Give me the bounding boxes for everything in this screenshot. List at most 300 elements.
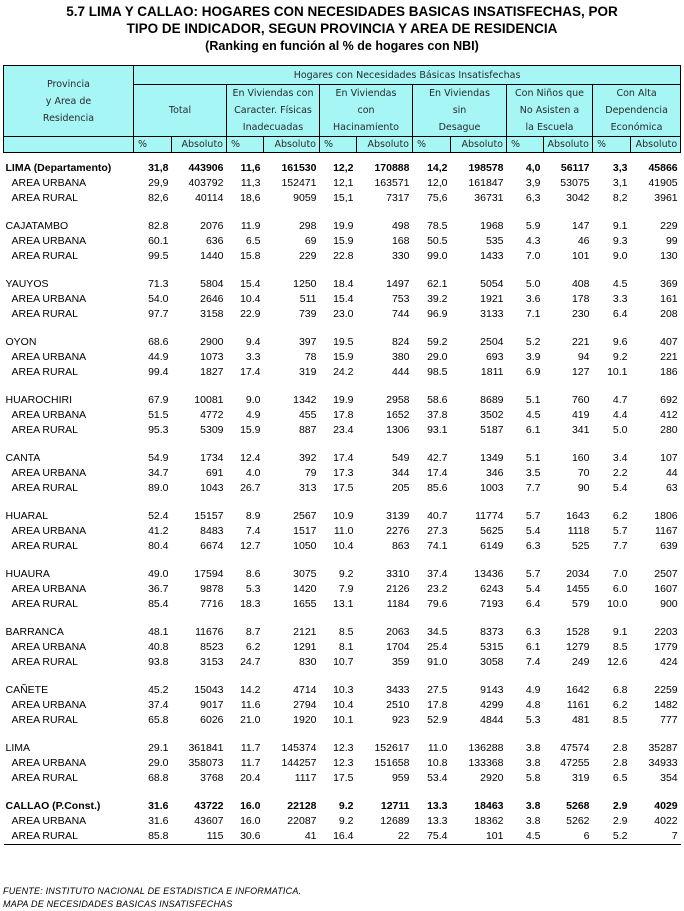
cell-percent: 9.1 xyxy=(612,626,628,638)
cell-percent: 3.3 xyxy=(612,293,628,305)
cell-absolute: 221 xyxy=(571,336,590,348)
cell-absolute: 1517 xyxy=(293,525,317,537)
cell-absolute: 94 xyxy=(577,351,590,363)
cell-percent: 5.4 xyxy=(525,583,541,595)
cell-absolute: 4022 xyxy=(654,815,678,827)
cell-absolute: 3310 xyxy=(386,568,410,580)
cell-percent: 36.7 xyxy=(148,583,169,595)
cell-absolute: 41905 xyxy=(648,177,678,189)
cell-absolute: 90 xyxy=(577,482,590,494)
cell-absolute: 636 xyxy=(205,235,224,247)
cell-percent: 12.6 xyxy=(607,656,628,668)
cell-percent: 45.2 xyxy=(148,684,169,696)
cell-absolute: 221 xyxy=(660,351,678,363)
cell-absolute: 407 xyxy=(660,336,678,348)
cell-absolute: 3768 xyxy=(200,772,224,784)
cell-percent: 5.1 xyxy=(525,452,541,464)
cell-absolute: 7716 xyxy=(200,598,224,610)
table-row-area xyxy=(4,640,681,655)
cell-percent: 85.6 xyxy=(427,482,448,494)
cell-absolute: 15157 xyxy=(194,510,224,522)
cell-absolute: 7317 xyxy=(386,192,410,204)
cell-percent: 6.4 xyxy=(525,598,541,610)
header-units xyxy=(4,137,681,153)
cell-percent: 12,0 xyxy=(427,177,448,189)
cell-absolute: 639 xyxy=(660,540,678,552)
title-line-1: 5.7 LIMA Y CALLAO: HOGARES CON NECESIDADES BASICAS INSATISFECHAS, POR xyxy=(66,4,618,19)
cell-percent: 7.4 xyxy=(245,525,261,537)
header-super: Hogares con Necesidades Básicas Insatisfechas xyxy=(134,66,681,85)
cell-percent: 10.1 xyxy=(607,366,628,378)
row-label: CANTA xyxy=(5,452,41,464)
cell-absolute: 1642 xyxy=(566,684,590,696)
table-row-area xyxy=(4,307,681,322)
cell-percent: 3.9 xyxy=(525,351,541,363)
cell-absolute: 1349 xyxy=(480,452,504,464)
cell-percent: 31.6 xyxy=(148,800,169,812)
header-pct: % xyxy=(593,137,631,153)
cell-absolute: 160 xyxy=(571,452,590,464)
row-label: AREA URBANA xyxy=(11,351,87,363)
cell-percent: 10.9 xyxy=(333,510,354,522)
cell-percent: 8.6 xyxy=(245,568,261,580)
table-row-area xyxy=(4,191,681,206)
cell-percent: 10.3 xyxy=(333,684,354,696)
cell-percent: 37.4 xyxy=(427,568,448,580)
cell-percent: 8.5 xyxy=(612,641,628,653)
cell-absolute: 392 xyxy=(298,452,317,464)
spacer-row xyxy=(4,438,681,451)
cell-percent: 14,2 xyxy=(413,153,451,177)
cell-absolute: 147 xyxy=(571,220,590,232)
cell-absolute: 319 xyxy=(298,366,317,378)
cell-percent: 3.5 xyxy=(525,467,541,479)
cell-percent: 8.9 xyxy=(245,510,261,522)
cell-percent: 24.7 xyxy=(240,656,261,668)
cell-percent: 29.0 xyxy=(427,351,448,363)
header-pct: % xyxy=(413,137,451,153)
header-abs: Absoluto xyxy=(544,137,593,153)
cell-absolute: 115 xyxy=(172,829,227,845)
cell-percent: 93.1 xyxy=(427,424,448,436)
cell-percent: 7.0 xyxy=(525,250,541,262)
table-row-area xyxy=(4,176,681,191)
cell-absolute: 12711 xyxy=(380,800,410,812)
cell-absolute: 5054 xyxy=(480,278,504,290)
cell-absolute: 69 xyxy=(304,235,317,247)
cell-percent: 30.6 xyxy=(227,829,264,845)
cell-absolute: 535 xyxy=(485,235,504,247)
cell-percent: 10.8 xyxy=(427,757,448,769)
cell-percent: 3,3 xyxy=(593,153,631,177)
cell-percent: 26.7 xyxy=(240,482,261,494)
cell-percent: 6.3 xyxy=(525,540,541,552)
cell-absolute: 170888 xyxy=(357,153,413,177)
cell-absolute: 361841 xyxy=(188,742,224,754)
cell-percent: 93.8 xyxy=(148,656,169,668)
cell-absolute: 1811 xyxy=(480,366,504,378)
row-label: AREA URBANA xyxy=(11,409,87,421)
cell-absolute: 136288 xyxy=(468,742,504,754)
cell-percent: 97.7 xyxy=(148,308,169,320)
cell-percent: 85.4 xyxy=(148,598,169,610)
cell-absolute: 9017 xyxy=(200,699,224,711)
header-pct: % xyxy=(134,137,172,153)
cell-absolute: 46 xyxy=(577,235,590,247)
row-label: AREA RURAL xyxy=(11,540,79,552)
cell-absolute: 161847 xyxy=(468,177,504,189)
spacer-row xyxy=(4,206,681,219)
table-row-province xyxy=(4,335,681,350)
cell-absolute: 1279 xyxy=(566,641,590,653)
cell-percent: 31,8 xyxy=(134,153,172,177)
header-group-line: Total xyxy=(168,105,192,116)
cell-percent: 8,2 xyxy=(612,192,628,204)
cell-percent: 5.3 xyxy=(525,714,541,726)
row-label: HUAURA xyxy=(5,568,50,580)
cell-percent: 34.7 xyxy=(148,467,169,479)
cell-absolute: 2920 xyxy=(480,772,504,784)
cell-percent: 23.0 xyxy=(333,308,354,320)
cell-absolute: 152471 xyxy=(281,177,317,189)
cell-absolute: 186 xyxy=(660,366,678,378)
cell-percent: 67.9 xyxy=(148,394,169,406)
cell-absolute: 151658 xyxy=(374,757,410,769)
cell-absolute: 161 xyxy=(660,293,678,305)
header-group-line: Hacinamiento xyxy=(333,122,399,133)
cell-absolute: 2507 xyxy=(654,568,678,580)
table-row-province xyxy=(4,451,681,466)
cell-absolute: 2126 xyxy=(386,583,410,595)
spacer-row xyxy=(4,670,681,683)
cell-percent: 14.2 xyxy=(240,684,261,696)
cell-absolute: 3058 xyxy=(480,656,504,668)
cell-percent: 9.0 xyxy=(612,250,628,262)
cell-percent: 12.3 xyxy=(333,742,354,754)
row-label: LIMA (Departamento) xyxy=(4,153,134,177)
table-row-area xyxy=(4,756,681,771)
cell-percent: 42.7 xyxy=(427,452,448,464)
cell-absolute: 11676 xyxy=(195,626,224,638)
cell-percent: 6.2 xyxy=(612,510,628,522)
cell-percent: 13.3 xyxy=(427,800,448,812)
cell-absolute: 3075 xyxy=(293,568,317,580)
cell-absolute: 760 xyxy=(571,394,590,406)
cell-percent: 2.8 xyxy=(612,742,628,754)
cell-percent: 6.5 xyxy=(612,772,628,784)
header-pct: % xyxy=(507,137,544,153)
row-label: AREA URBANA xyxy=(11,525,87,537)
cell-percent: 62.1 xyxy=(427,278,448,290)
header-group-line: Desague xyxy=(438,122,481,133)
table-row-province xyxy=(4,393,681,408)
cell-absolute: 1050 xyxy=(293,540,317,552)
cell-percent: 3,1 xyxy=(612,177,628,189)
cell-absolute: 2510 xyxy=(386,699,410,711)
cell-percent: 5.4 xyxy=(525,525,541,537)
table-header xyxy=(4,66,681,153)
cell-absolute: 1167 xyxy=(655,525,678,537)
row-label: AREA URBANA xyxy=(11,699,87,711)
table-row-area xyxy=(4,814,681,829)
cell-absolute: 4714 xyxy=(293,684,317,696)
cell-percent: 4.9 xyxy=(525,684,541,696)
cell-percent: 3.6 xyxy=(525,293,541,305)
cell-percent: 41.2 xyxy=(148,525,169,537)
cell-percent: 78.5 xyxy=(427,220,448,232)
cell-absolute: 161530 xyxy=(264,153,320,177)
title-line-2: TIPO DE INDICADOR, SEGUN PROVINCIA Y AREA DE RESIDENCIA xyxy=(126,21,558,36)
cell-percent: 3,9 xyxy=(525,177,541,189)
table-row-province xyxy=(4,153,681,177)
cell-absolute: 208 xyxy=(660,308,678,320)
cell-absolute: 455 xyxy=(298,409,317,421)
cell-percent: 5.9 xyxy=(525,220,541,232)
cell-percent: 80.4 xyxy=(148,540,169,552)
cell-absolute: 1968 xyxy=(480,220,504,232)
cell-absolute: 2076 xyxy=(200,220,224,232)
cell-absolute: 319 xyxy=(571,772,590,784)
cell-percent: 5.2 xyxy=(525,336,541,348)
cell-absolute: 8483 xyxy=(200,525,224,537)
cell-absolute: 107 xyxy=(660,452,678,464)
cell-absolute: 4844 xyxy=(480,714,504,726)
cell-absolute: 923 xyxy=(391,714,410,726)
cell-absolute: 511 xyxy=(299,293,317,305)
cell-absolute: 1043 xyxy=(200,482,224,494)
cell-percent: 4.9 xyxy=(245,409,261,421)
table-row-area xyxy=(4,771,681,786)
cell-percent: 6.1 xyxy=(525,641,541,653)
cell-absolute: 6149 xyxy=(480,540,504,552)
cell-absolute: 35287 xyxy=(648,742,678,754)
cell-percent: 7.1 xyxy=(525,308,541,320)
cell-percent: 11,3 xyxy=(240,177,261,189)
header-group-line: No Asisten a xyxy=(519,105,580,116)
cell-absolute: 1073 xyxy=(200,351,224,363)
cell-absolute: 2063 xyxy=(386,626,410,638)
row-label: LIMA xyxy=(5,742,31,754)
table-row-province xyxy=(4,277,681,292)
cell-percent: 52.4 xyxy=(148,510,169,522)
cell-percent: 7.7 xyxy=(612,540,628,552)
cell-percent: 89.0 xyxy=(148,482,169,494)
table-row-area xyxy=(4,249,681,264)
cell-percent: 9.0 xyxy=(245,394,261,406)
cell-percent: 11.7 xyxy=(240,757,261,769)
cell-absolute: 1734 xyxy=(200,452,224,464)
cell-absolute: 3133 xyxy=(480,308,504,320)
row-label: AREA RURAL xyxy=(11,250,79,262)
cell-absolute: 47574 xyxy=(560,742,590,754)
cell-absolute: 424 xyxy=(660,656,678,668)
cell-absolute: 959 xyxy=(391,772,410,784)
cell-absolute: 863 xyxy=(391,540,410,552)
cell-absolute: 412 xyxy=(660,409,678,421)
cell-percent: 5.3 xyxy=(245,583,261,595)
cell-percent: 39.2 xyxy=(427,293,448,305)
spacer-row xyxy=(4,786,681,799)
cell-absolute: 1455 xyxy=(566,583,590,595)
cell-percent: 17.5 xyxy=(333,772,354,784)
cell-absolute: 1433 xyxy=(480,250,504,262)
cell-absolute: 1482 xyxy=(654,699,678,711)
cell-absolute: 2034 xyxy=(566,568,590,580)
cell-absolute: 691 xyxy=(205,467,224,479)
cell-percent: 58.6 xyxy=(427,394,448,406)
cell-absolute: 3153 xyxy=(200,656,224,668)
cell-percent: 12.3 xyxy=(333,757,354,769)
cell-percent: 3.8 xyxy=(525,815,541,827)
header-group-1 xyxy=(227,85,320,137)
cell-percent: 5.7 xyxy=(525,510,541,522)
cell-percent: 68.8 xyxy=(148,772,169,784)
cell-absolute: 1528 xyxy=(566,626,590,638)
cell-absolute: 178 xyxy=(571,293,590,305)
cell-percent: 5.4 xyxy=(612,482,628,494)
cell-absolute: 22087 xyxy=(287,815,317,827)
cell-absolute: 739 xyxy=(298,308,317,320)
cell-absolute: 18362 xyxy=(474,815,504,827)
cell-percent: 4.0 xyxy=(245,467,261,479)
table-row-province xyxy=(4,509,681,524)
footer-source: FUENTE: INSTITUTO NACIONAL DE ESTADISTICA E INFORMATICA. xyxy=(3,886,302,896)
cell-absolute: 397 xyxy=(298,336,317,348)
cell-absolute: 2794 xyxy=(293,699,317,711)
cell-percent: 27.5 xyxy=(427,684,448,696)
cell-absolute: 18463 xyxy=(474,800,504,812)
cell-absolute: 6 xyxy=(544,829,593,845)
cell-absolute: 330 xyxy=(391,250,410,262)
cell-percent: 6,3 xyxy=(525,192,541,204)
cell-absolute: 163571 xyxy=(374,177,410,189)
cell-absolute: 130 xyxy=(660,250,678,262)
cell-absolute: 229 xyxy=(298,250,317,262)
cell-percent: 18,6 xyxy=(240,192,261,204)
row-label: CALLAO (P.Const.) xyxy=(5,800,101,812)
cell-percent: 15.9 xyxy=(333,351,354,363)
cell-absolute: 753 xyxy=(391,293,410,305)
cell-percent: 37.8 xyxy=(427,409,448,421)
cell-percent: 40.8 xyxy=(148,641,169,653)
cell-percent: 19.9 xyxy=(333,394,354,406)
cell-percent: 59.2 xyxy=(427,336,448,348)
cell-percent: 3.8 xyxy=(525,800,541,812)
cell-absolute: 498 xyxy=(391,220,410,232)
table-row-area xyxy=(4,829,681,845)
cell-absolute: 47255 xyxy=(560,757,590,769)
cell-percent: 9.3 xyxy=(612,235,628,247)
header-row-label-line: Provincia xyxy=(46,78,91,90)
cell-percent: 11.6 xyxy=(240,699,261,711)
cell-absolute: 1184 xyxy=(386,598,410,610)
spacer-row xyxy=(4,322,681,335)
header-group-line: sin xyxy=(452,105,467,116)
cell-percent: 9.2 xyxy=(338,815,354,827)
header-group-2 xyxy=(320,85,413,137)
row-label: AREA RURAL xyxy=(11,366,79,378)
cell-absolute: 6243 xyxy=(480,583,504,595)
cell-percent: 60.1 xyxy=(148,235,169,247)
cell-absolute: 4029 xyxy=(654,800,678,812)
table-row-province xyxy=(4,567,681,582)
cell-absolute: 4772 xyxy=(200,409,224,421)
cell-percent: 6.3 xyxy=(525,626,541,638)
row-label: AREA RURAL xyxy=(11,656,79,668)
row-label: CAJATAMBO xyxy=(5,220,69,232)
cell-percent: 95.3 xyxy=(148,424,169,436)
cell-percent: 17.5 xyxy=(333,482,354,494)
cell-percent: 24.2 xyxy=(333,366,354,378)
table-body xyxy=(4,153,681,845)
cell-percent: 4.4 xyxy=(612,409,628,421)
row-label: HUAROCHIRI xyxy=(5,394,73,406)
cell-percent: 9.6 xyxy=(612,336,628,348)
cell-percent: 3.4 xyxy=(612,452,628,464)
cell-percent: 53.4 xyxy=(427,772,448,784)
table-row-area xyxy=(4,423,681,438)
cell-percent: 15,1 xyxy=(333,192,354,204)
cell-absolute: 7193 xyxy=(480,598,504,610)
cell-percent: 17.4 xyxy=(427,467,448,479)
cell-absolute: 22 xyxy=(357,829,413,845)
cell-absolute: 3139 xyxy=(386,510,410,522)
cell-percent: 6.4 xyxy=(612,308,628,320)
cell-absolute: 13436 xyxy=(474,568,504,580)
cell-absolute: 8689 xyxy=(480,394,504,406)
cell-percent: 17.4 xyxy=(240,366,261,378)
cell-absolute: 22128 xyxy=(287,800,317,812)
cell-percent: 6.2 xyxy=(612,699,628,711)
cell-percent: 75,6 xyxy=(427,192,448,204)
cell-absolute: 5625 xyxy=(480,525,504,537)
cell-percent: 12.4 xyxy=(240,452,261,464)
header-group-line xyxy=(134,85,226,102)
cell-percent: 10.7 xyxy=(333,656,354,668)
cell-percent: 7.7 xyxy=(525,482,541,494)
row-label: AREA URBANA xyxy=(11,757,87,769)
cell-absolute: 346 xyxy=(485,467,504,479)
cell-absolute: 358073 xyxy=(188,757,224,769)
cell-percent: 98.5 xyxy=(427,366,448,378)
cell-absolute: 3433 xyxy=(386,684,410,696)
table-row-area xyxy=(4,582,681,597)
cell-percent: 4.3 xyxy=(525,235,541,247)
row-label: BARRANCA xyxy=(5,626,64,638)
cell-absolute: 549 xyxy=(391,452,410,464)
header-group-line: Caracter. Físicas xyxy=(234,105,312,116)
cell-absolute: 408 xyxy=(571,278,590,290)
row-label: AREA RURAL xyxy=(11,482,79,494)
cell-percent: 25.4 xyxy=(427,641,448,653)
header-group-line: Dependencia xyxy=(605,105,668,116)
cell-percent: 9.1 xyxy=(612,220,628,232)
cell-percent: 99.5 xyxy=(148,250,169,262)
header-abs: Absoluto xyxy=(451,137,507,153)
table-row-area xyxy=(4,234,681,249)
cell-absolute: 53075 xyxy=(560,177,590,189)
cell-percent: 82,6 xyxy=(148,192,169,204)
cell-absolute: 1806 xyxy=(654,510,678,522)
cell-absolute: 824 xyxy=(391,336,410,348)
header-group-line: En Viviendas xyxy=(335,88,397,99)
cell-percent: 4.5 xyxy=(507,829,544,845)
cell-absolute: 830 xyxy=(298,656,317,668)
cell-absolute: 3961 xyxy=(654,192,678,204)
cell-absolute: 5268 xyxy=(566,800,590,812)
cell-percent: 9.2 xyxy=(338,568,354,580)
cell-percent: 15.4 xyxy=(333,293,354,305)
